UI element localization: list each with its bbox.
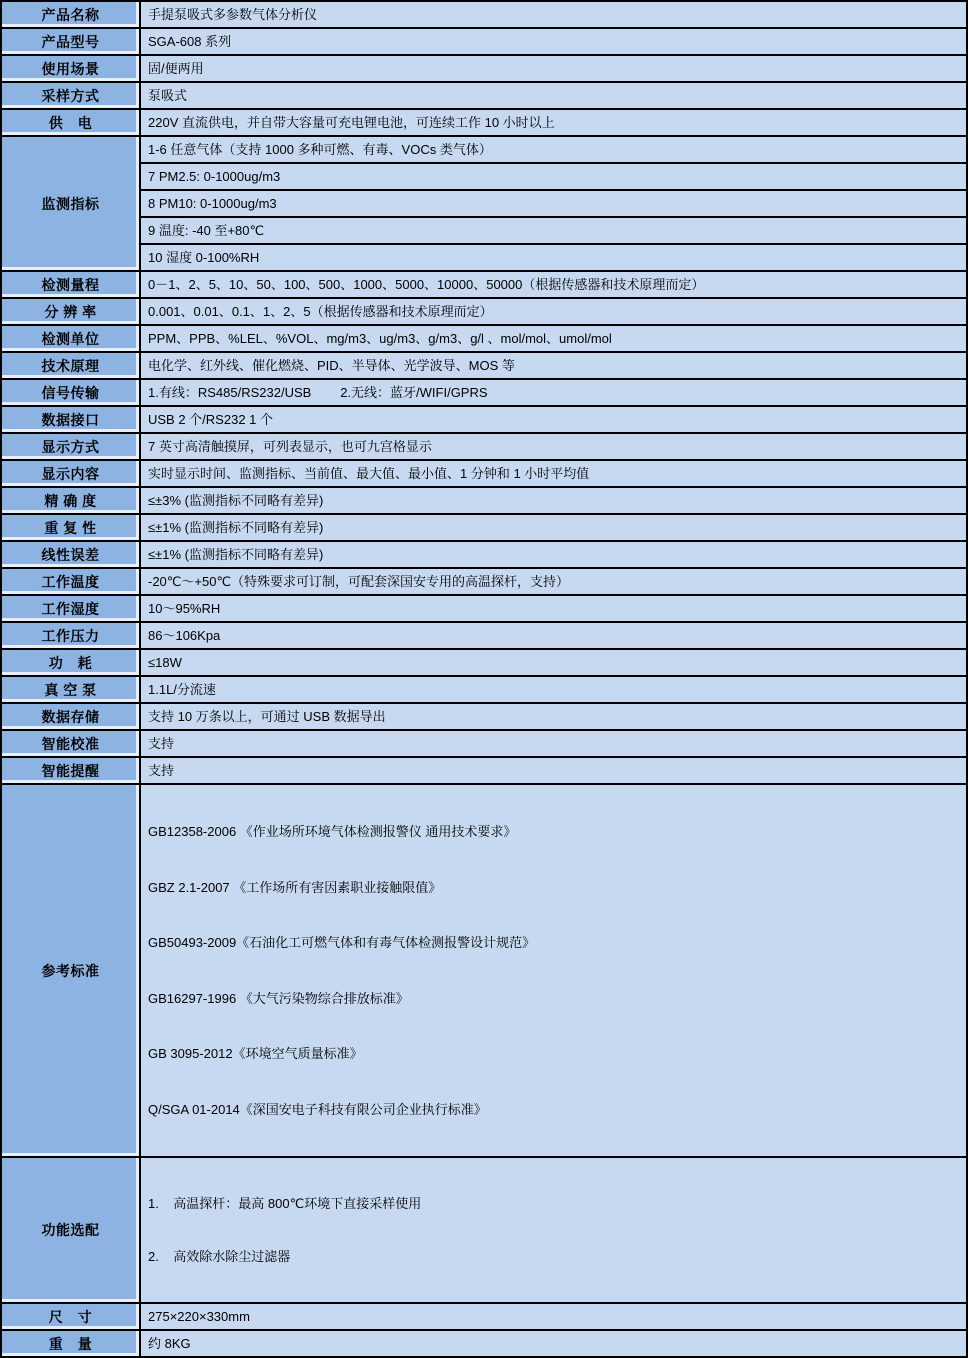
label-weight: 重 量: [1, 1330, 140, 1357]
table-row: [1, 568, 967, 595]
value-display-content: 实时显示时间、监测指标、当前值、最大值、最小值、1 分钟和 1 小时平均值: [140, 460, 967, 487]
label-model: 产品型号: [1, 28, 140, 55]
reference-standard-line: Q/SGA 01-2014《深国安电子科技有限公司企业执行标准》: [148, 1101, 487, 1117]
value-resolution: 0.001、0.01、0.1、1、2、5（根据传感器和技术原理而定）: [140, 298, 967, 325]
label-smart-calibration: 智能校准: [1, 730, 140, 757]
table-row: [1, 379, 967, 406]
value-monitoring-indicator-3: 8 PM10: 0-1000ug/m3: [140, 190, 967, 217]
table-row: [1, 82, 967, 109]
label-detection-unit: 检测单位: [1, 325, 140, 352]
label-product-name: 产品名称: [1, 1, 140, 28]
label-accuracy: 精 确 度: [1, 487, 140, 514]
table-row: [1, 676, 967, 703]
value-model: SGA-608 系列: [140, 28, 967, 55]
label-working-temperature: 工作温度: [1, 568, 140, 595]
value-working-temperature: -20℃～+50℃（特殊要求可订制，可配套深国安专用的高温探杆，支持）: [140, 568, 967, 595]
value-vacuum-pump: 1.1L/分流速: [140, 676, 967, 703]
table-row: [1, 487, 967, 514]
value-detection-range: 0－1、2、5、10、50、100、500、1000、5000、10000、50000（根据传感器和技术原理而定）: [140, 271, 967, 298]
value-sampling-method: 泵吸式: [140, 82, 967, 109]
reference-standard-line: GB12358-2006 《作业场所环境气体检测报警仪 通用技术要求》: [148, 824, 517, 839]
label-display-mode: 显示方式: [1, 433, 140, 460]
table-row: [1, 217, 967, 244]
label-vacuum-pump: 真 空 泵: [1, 676, 140, 703]
value-product-name: 手提泵吸式多参数气体分析仪: [140, 1, 967, 28]
label-sampling-method: 采样方式: [1, 82, 140, 109]
value-linearity-error: ≤±1% (监测指标不同略有差异): [140, 541, 967, 568]
label-dimensions: 尺 寸: [1, 1303, 140, 1330]
reference-standard-line: GB 3095-2012《环境空气质量标准》: [148, 1046, 363, 1061]
value-working-humidity: 10～95%RH: [140, 595, 967, 622]
value-display-mode: 7 英寸高清触摸屏，可列表显示，也可九宫格显示: [140, 433, 967, 460]
table-row: [1, 595, 967, 622]
optional-function-line: 2. 高效除水除尘过滤器: [148, 1249, 291, 1264]
label-reference-standards: 参考标准: [1, 784, 140, 1157]
table-row: [1, 298, 967, 325]
table-row: [1, 136, 967, 163]
value-monitoring-indicator-1: 1-6 任意气体（支持 1000 多种可燃、有毒、VOCs 类气体）: [140, 136, 967, 163]
table-row: [1, 406, 967, 433]
table-row: [1, 1303, 967, 1330]
table-row: [1, 460, 967, 487]
table-row: [1, 649, 967, 676]
reference-standard-line: GB50493-2009《石油化工可燃气体和有毒气体检测报警设计规范》: [148, 935, 536, 950]
value-accuracy: ≤±3% (监测指标不同略有差异): [140, 487, 967, 514]
value-power-consumption: ≤18W: [140, 649, 967, 676]
value-data-storage: 支持 10 万条以上，可通过 USB 数据导出: [140, 703, 967, 730]
label-linearity-error: 线性误差: [1, 541, 140, 568]
value-monitoring-indicator-2: 7 PM2.5: 0-1000ug/m3: [140, 163, 967, 190]
table-row: [1, 433, 967, 460]
label-power-supply: 供 电: [1, 109, 140, 136]
label-optional-functions: 功能选配: [1, 1157, 140, 1303]
value-reference-standards: [140, 784, 967, 1157]
value-repeatability: ≤±1% (监测指标不同略有差异): [140, 514, 967, 541]
table-row: [1, 1330, 967, 1357]
value-technology: 电化学、红外线、催化燃烧、PID、半导体、光学波导、MOS 等: [140, 352, 967, 379]
table-row: [1, 622, 967, 649]
value-dimensions: 275×220×330mm: [140, 1303, 967, 1330]
label-signal-transmission: 信号传输: [1, 379, 140, 406]
value-usage-scene: 固/便两用: [140, 55, 967, 82]
label-working-pressure: 工作压力: [1, 622, 140, 649]
value-smart-calibration: 支持: [140, 730, 967, 757]
table-row: [1, 1, 967, 28]
label-resolution: 分 辨 率: [1, 298, 140, 325]
value-weight: 约 8KG: [140, 1330, 967, 1357]
table-row: [1, 730, 967, 757]
value-working-pressure: 86～106Kpa: [140, 622, 967, 649]
value-monitoring-indicator-4: 9 温度: -40 至+80℃: [140, 217, 967, 244]
table-row: [1, 28, 967, 55]
label-display-content: 显示内容: [1, 460, 140, 487]
table-row: [1, 757, 967, 784]
table-row: [1, 1157, 967, 1303]
table-row: [1, 244, 967, 271]
value-power-supply: 220V 直流供电，并自带大容量可充电锂电池，可连续工作 10 小时以上: [140, 109, 967, 136]
table-row: [1, 352, 967, 379]
label-smart-reminder: 智能提醒: [1, 757, 140, 784]
table-row: [1, 271, 967, 298]
table-row: [1, 784, 967, 1157]
label-detection-range: 检测量程: [1, 271, 140, 298]
table-row: [1, 55, 967, 82]
optional-function-line: 1. 高温探杆：最高 800℃环境下直接采样使用: [148, 1196, 422, 1211]
table-row: [1, 190, 967, 217]
reference-standard-line: GBZ 2.1-2007 《工作场所有害因素职业接触限值》: [148, 879, 442, 895]
reference-standard-line: GB16297-1996 《大气污染物综合排放标准》: [148, 990, 409, 1006]
label-working-humidity: 工作湿度: [1, 595, 140, 622]
table-row: [1, 109, 967, 136]
table-row: [1, 514, 967, 541]
label-power-consumption: 功 耗: [1, 649, 140, 676]
value-data-interface: USB 2 个/RS232 1 个: [140, 406, 967, 433]
label-technology: 技术原理: [1, 352, 140, 379]
value-optional-functions: [140, 1157, 967, 1303]
table-row: [1, 541, 967, 568]
label-usage-scene: 使用场景: [1, 55, 140, 82]
value-smart-reminder: 支持: [140, 757, 967, 784]
value-signal-transmission: 1.有线：RS485/RS232/USB 2.无线：蓝牙/WIFI/GPRS: [140, 379, 967, 406]
table-row: [1, 325, 967, 352]
value-detection-unit: PPM、PPB、%LEL、%VOL、mg/m3、ug/m3、g/m3、g/l 、mol/mol、umol/mol: [140, 325, 967, 352]
label-data-interface: 数据接口: [1, 406, 140, 433]
label-data-storage: 数据存储: [1, 703, 140, 730]
label-repeatability: 重 复 性: [1, 514, 140, 541]
table-row: [1, 703, 967, 730]
label-monitoring-indicators: 监测指标: [1, 136, 140, 271]
value-monitoring-indicator-5: 10 湿度 0-100%RH: [140, 244, 967, 271]
table-row: [1, 163, 967, 190]
